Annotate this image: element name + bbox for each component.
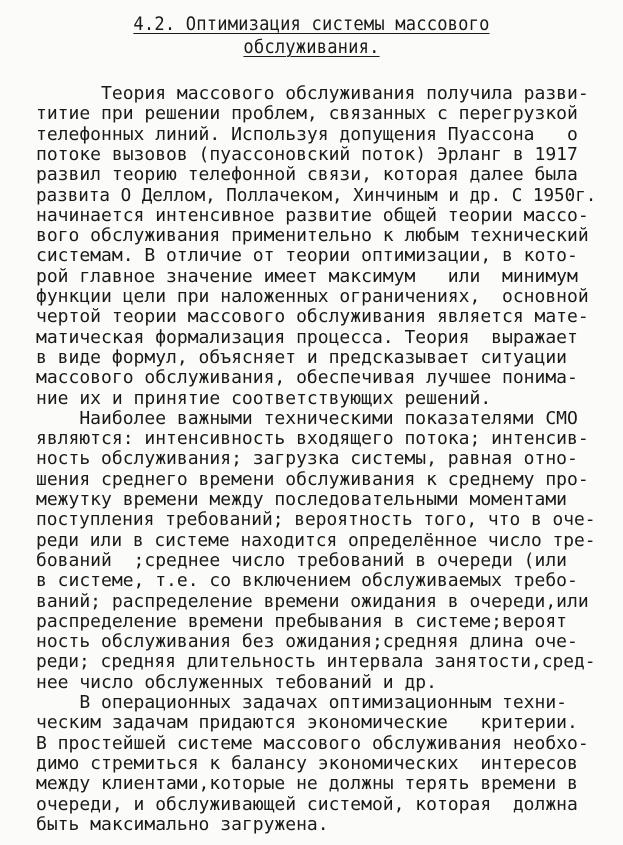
text-line: развил теорию телефонной связи, которая далее была	[36, 164, 578, 186]
text-line: в виде формул, объясняет и предсказывает ситуации	[36, 346, 568, 368]
text-line: распределение времени пребывания в системе;вероят	[36, 610, 568, 632]
section-heading-line-1: 4.2. Оптимизация системы массового	[133, 13, 490, 35]
text-line: реди; средняя длительность интервала занятости,сред-	[36, 651, 596, 673]
text-line: начинается интенсивное развитие общей теории массо-	[36, 204, 589, 226]
text-line: шения среднего времени обслуживания к среднему про-	[36, 468, 589, 490]
section-heading-line-2: обслуживания.	[243, 36, 380, 58]
text-line: нее число обслуженных тебований и др.	[36, 671, 437, 693]
text-line: бований ;среднее число требований в очереди (или	[36, 549, 568, 571]
text-line: являются: интенсивность входящего потока; интенсив-	[36, 428, 589, 450]
text-line: ние их и принятие соответствующих решений.	[36, 387, 492, 409]
text-line: ность обслуживания без ожидания;средняя длина оче-	[36, 631, 578, 653]
text-line: ваний; распределение времени ожидания в очереди,или	[36, 590, 589, 612]
text-line: поступления требований; вероятность того, что в оче-	[36, 509, 596, 531]
text-line: межутку времени между последовательными моментами	[36, 489, 568, 510]
text-line: развита О Деллом, Поллачеком, Хинчиным и др. С 1950г.	[36, 184, 597, 206]
text-line: системам. В отличие от теории оптимизации, в кото-	[36, 245, 578, 267]
text-line: матическая формализация процесса. Теория выражает	[36, 326, 578, 348]
text-line: вого обслуживания применительно к любым технический	[36, 225, 589, 247]
text-line: функции цели при наложенных ограничениях, основной	[36, 286, 589, 307]
text-line: ческим задачам придаются экономические критерии.	[36, 712, 578, 734]
text-line: димо стремиться к балансу экономических интересов	[36, 752, 578, 774]
text-line: в системе, т.е. со включением обслуживаемых требо-	[36, 570, 578, 592]
text-line: между клиентами,которые не должны терять времени в	[36, 773, 578, 795]
text-line: рой главное значение имеет максимум или минимум	[36, 265, 578, 287]
text-line: титие при решении проблем, связанных с перегрузкой	[36, 103, 578, 125]
text-line: реди или в системе находится определённое число тре-	[36, 529, 596, 551]
text-line: Теория массового обслуживания получила разви-	[36, 83, 589, 104]
text-line: быть максимально загружена.	[36, 813, 329, 835]
text-line: телефонных линий. Используя допущения Пуассона о	[36, 123, 578, 145]
text-line: чертой теории массового обслуживания является мате-	[36, 306, 589, 328]
text-line: массового обслуживания, обеспечивая лучшее понима-	[36, 367, 578, 389]
text-line: очереди, и обслуживающей системой, которая должна	[36, 793, 578, 815]
text-line: ность обслуживания; загрузка системы, равная отно-	[36, 448, 578, 470]
text-line: потоке вызовов (пуассоновский поток) Эрланг в 1917	[36, 143, 578, 165]
text-line: Наиболее важными техническими показателями СМО	[36, 407, 578, 429]
text-line: В операционных задачах оптимизационным техни-	[36, 692, 568, 713]
text-line: В простейшей системе массового обслуживания необхо-	[36, 732, 589, 754]
